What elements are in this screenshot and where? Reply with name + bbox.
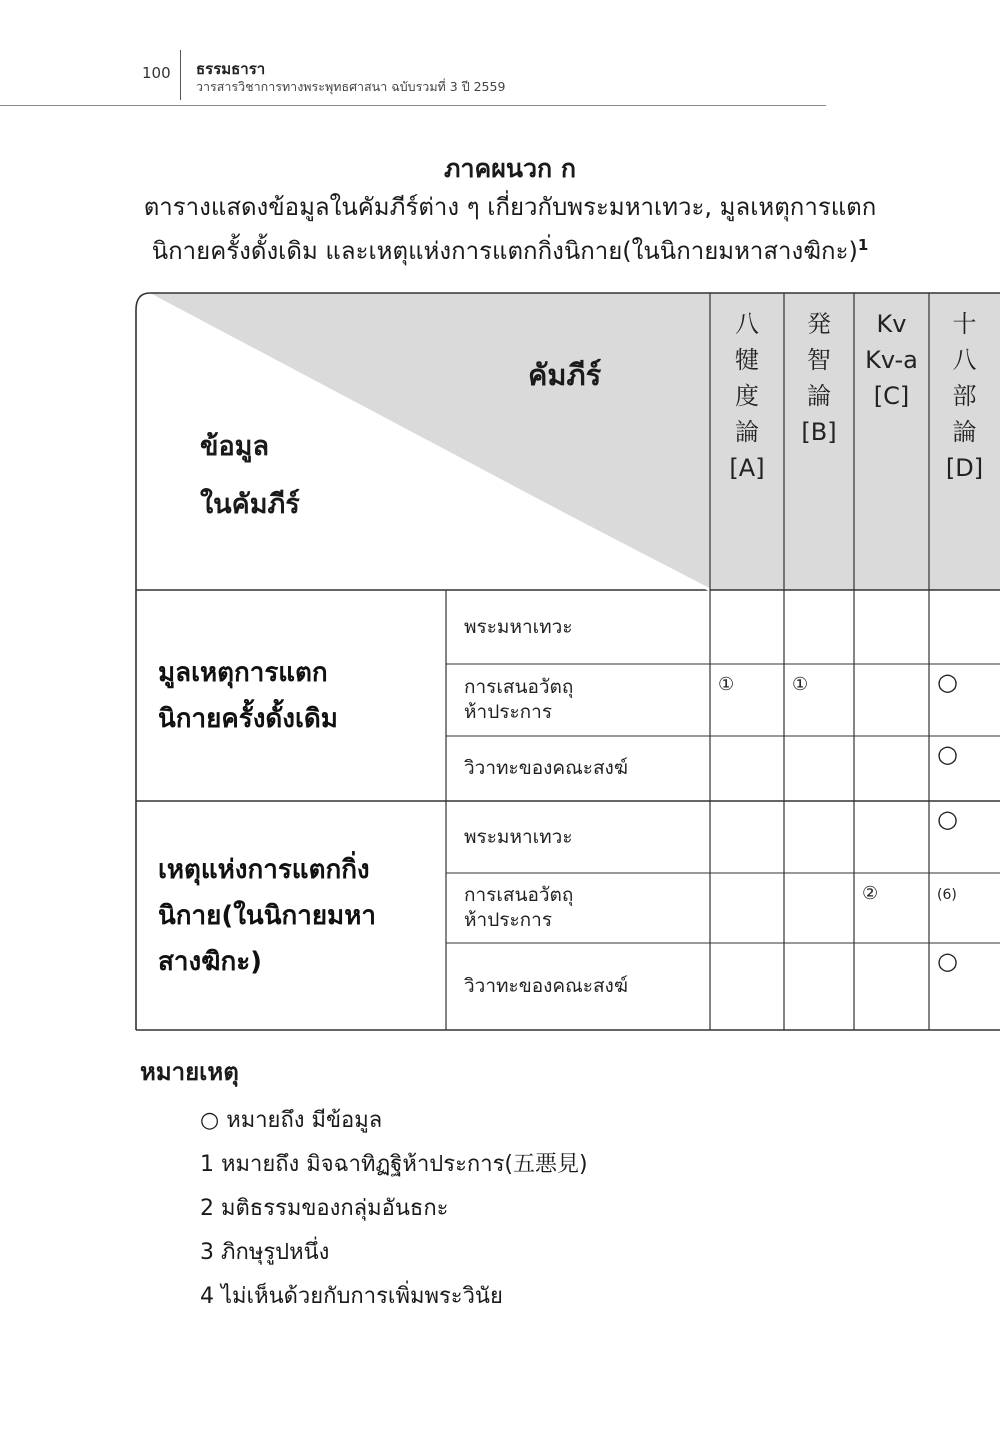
note-item: 4 ไม่เห็นด้วยกับการเพิ่มพระวินัย <box>200 1284 503 1309</box>
appendix-caption-line-1: ตารางแสดงข้อมูลในคัมภีร์ต่าง ๆ เกี่ยวกับพระมหาเทวะ, มูลเหตุการแตก <box>143 193 877 221</box>
group-label-line: เหตุแห่งการแตกกิ่ง <box>158 854 370 885</box>
group-label <box>158 650 338 742</box>
corner-info-label <box>200 418 300 534</box>
corner-info-line-1: ข้อมูล <box>200 431 270 462</box>
corner-scripture-label: คัมภีร์ <box>528 358 602 392</box>
row-label-line: วิวาทะของคณะสงฆ์ <box>464 975 628 997</box>
cell-mark: ② <box>862 883 879 904</box>
column-header-line: 八 <box>952 346 977 374</box>
row-label <box>464 756 628 781</box>
group-label-line: มูลเหตุการแตก <box>158 657 328 688</box>
caption-line-2-text: นิกายครั้งดั้งเดิม และเหตุแห่งการแตกกิ่งนิกาย(ในนิกายมหาสางฆิกะ) <box>151 237 858 265</box>
cell-mark: ① <box>718 674 735 695</box>
row-label-line: ห้าประการ <box>464 909 553 931</box>
notes-section <box>140 1052 960 1319</box>
cell-mark: ○ <box>937 805 958 833</box>
note-item: ○ หมายถึง มีข้อมูล <box>200 1108 383 1133</box>
column-header-line: 論 <box>952 418 977 446</box>
row-label <box>464 825 573 850</box>
row-label-line: พระมหาเทวะ <box>464 825 573 848</box>
row-label <box>464 615 573 640</box>
column-header-line: 部 <box>952 382 977 410</box>
group-label-line: นิกาย(ในนิกายมหา <box>158 900 376 931</box>
column-header-line: 八 <box>735 310 759 338</box>
page-number: 100 <box>142 64 171 82</box>
row-label-line: การเสนอวัตถุ <box>464 884 574 906</box>
cell-mark: ○ <box>937 668 958 696</box>
column-header-line: 論 <box>735 418 759 446</box>
column-header-line: 度 <box>735 382 759 410</box>
column-header-line: 十 <box>952 310 977 338</box>
note-item: 2 มติธรรมของกลุ่มอันธกะ <box>200 1196 449 1221</box>
appendix-title: ภาคผนวก ก <box>444 154 576 183</box>
column-header-line: Kv-a <box>865 346 918 374</box>
corner-info-line-2: ในคัมภีร์ <box>200 489 300 520</box>
footnote-ref: 1 <box>857 236 869 254</box>
column-header <box>710 306 784 486</box>
cell-mark: ① <box>792 674 809 695</box>
row-label-line: ห้าประการ <box>464 701 553 723</box>
cell-mark: (6) <box>937 887 957 903</box>
column-header <box>929 306 1000 486</box>
column-header-line: [B] <box>801 418 837 446</box>
group-label <box>158 847 376 985</box>
group-label-line: สางฆิกะ) <box>158 946 263 977</box>
row-label <box>464 974 628 999</box>
column-header-line: 発 <box>807 310 831 338</box>
column-header <box>784 306 854 450</box>
row-label-line: การเสนอวัตถุ <box>464 676 574 698</box>
column-header <box>854 306 929 414</box>
column-header-line: Kv <box>876 310 907 338</box>
notes-title: หมายเหตุ <box>140 1058 239 1086</box>
column-header-line: [C] <box>873 382 910 410</box>
journal-title: ธรรมธารา <box>196 60 266 78</box>
cell-mark: ○ <box>937 947 958 975</box>
row-label-line: พระมหาเทวะ <box>464 615 573 638</box>
row-label-line: วิวาทะของคณะสงฆ์ <box>464 757 628 779</box>
group-label-line: นิกายครั้งดั้งเดิม <box>158 703 338 734</box>
row-label <box>464 675 573 725</box>
cell-mark: ○ <box>937 740 958 768</box>
note-item: 3 ภิกษุรูปหนึ่ง <box>200 1240 330 1265</box>
journal-subtitle: วารสารวิชาการทางพระพุทธศาสนา ฉบับรวมที่ 3 ปี 2559 <box>196 79 506 94</box>
column-header-line: [D] <box>945 454 984 482</box>
note-item: 1 หมายถึง มิจฉาทิฏฐิห้าประการ(五悪見) <box>200 1152 588 1177</box>
notes-list <box>140 1099 960 1319</box>
column-header-line: 論 <box>807 382 831 410</box>
column-header-line: 智 <box>807 346 831 374</box>
column-header-line: 犍 <box>735 346 759 374</box>
column-header-line: [A] <box>729 454 765 482</box>
row-label <box>464 883 573 933</box>
